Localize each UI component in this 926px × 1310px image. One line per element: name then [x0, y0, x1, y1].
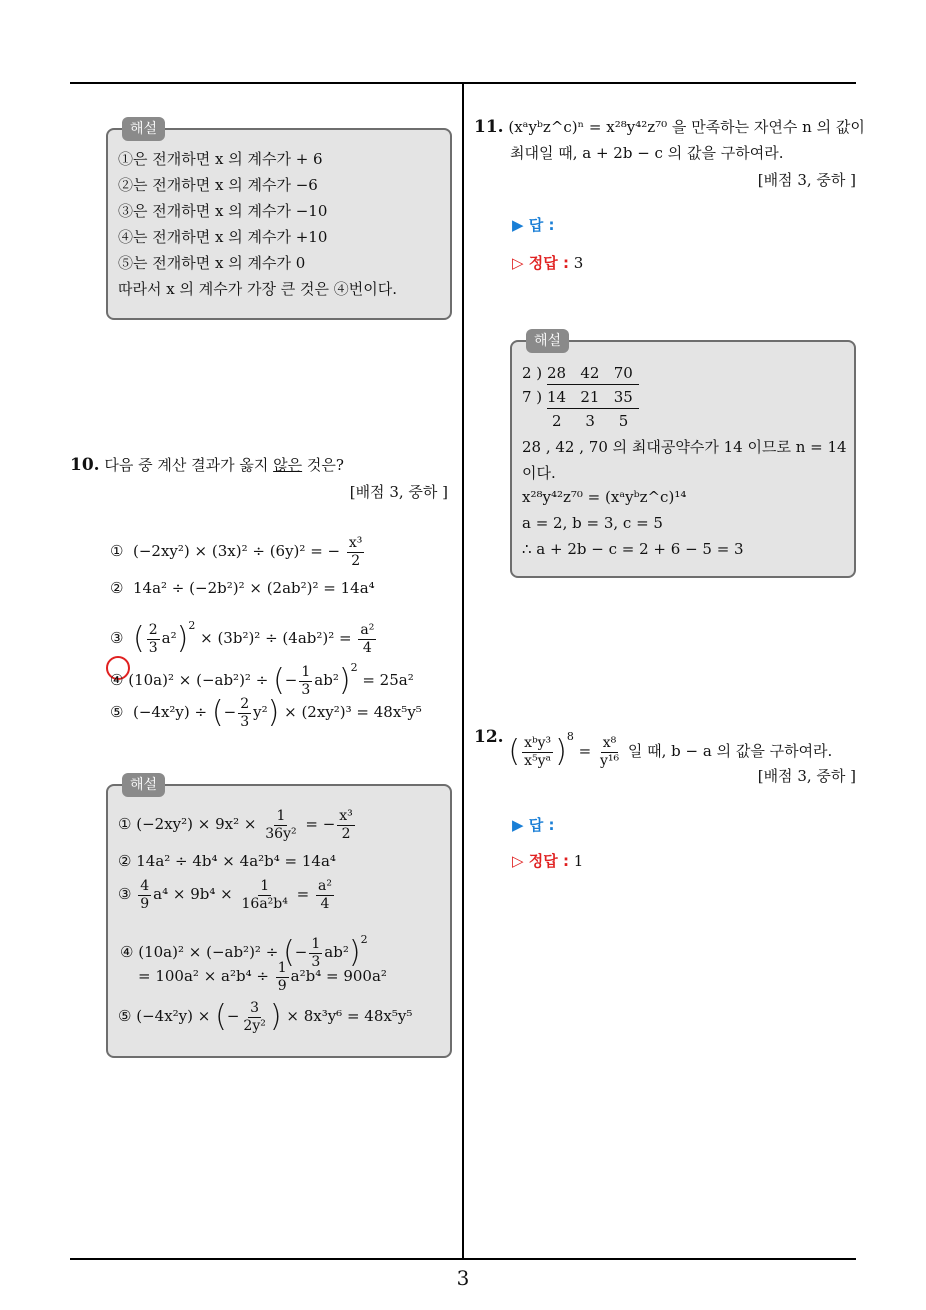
explanation-line: x²⁸y⁴²z⁷⁰ = (xᵃyᵇz^c)¹⁴ [522, 488, 687, 506]
explanation-line: 따라서 x 의 계수가 가장 큰 것은 ④번이다. [118, 280, 397, 298]
choice-1[interactable]: ① (−2xy²) × (3x)² ÷ (6y)² = − $\frac{\text{x³}}{2}$ [110, 534, 363, 569]
fraction: $\frac{2}{3}$ [240, 695, 250, 730]
explanation-line-4: ④ (10a)² × (−ab²)² ÷ (− $\frac{1}{3}$ ab²)$^2$ [120, 933, 368, 970]
choice-5[interactable]: ⑤ (−4x²y) ÷ (− $\frac{2}{3}$ y²) × (2xy²)³ = 48x⁵y⁵ [110, 695, 422, 730]
q11-points: [배점 3, 중하 ] [757, 171, 856, 189]
explanation-line: ③은 전개하면 x 의 계수가 −10 [118, 202, 328, 220]
q11-stem-line1: 11. (xᵃyᵇz^c)ⁿ = x²⁸y⁴²z⁷⁰ 을 만족하는 자연수 n 의 값이 [474, 117, 865, 137]
explanation-tag: 해설 [122, 773, 165, 797]
division-row-2: 7 ) 14 21 35 [522, 386, 639, 409]
q12-stem: 12. ( $\frac{\text{xᵇy³}}{\text{x⁵yᵃ}}$ )$^8$ = $\frac{\text{x⁸}}{\text{y¹⁶}}$ 일 때, b − a 의 값을 구하여라. [474, 727, 833, 769]
explanation-line-1: ① (−2xy²) × 9x² × $\frac{1}{\text{36y²}}$ = − $\frac{\text{x³}}{2}$ [118, 807, 353, 842]
fraction: $\frac{1}{3}$ [301, 663, 311, 698]
question-number: 11. [474, 117, 504, 137]
choice-3[interactable]: ③ ( $\frac{2}{3}$ a²)$^2$ × (3b²)² ÷ (4ab²)² = $\frac{\text{a²}}{4}$ [110, 619, 375, 656]
page-number: 3 [456, 1266, 470, 1290]
explanation-line-5: ⑤ (−4x²y) × (− $\frac{3}{\text{2y²}}$ ) × 8x³y⁶ = 48x⁵y⁵ [118, 999, 413, 1034]
explanation-line: ④는 전개하면 x 의 계수가 +10 [118, 228, 328, 246]
explanation-line: a = 2, b = 3, c = 5 [522, 514, 663, 532]
division-row-1: 2 ) 28 42 70 [522, 362, 639, 385]
fraction: $\frac{\text{x³}}{2}$ [348, 534, 363, 569]
explanation-line: ①은 전개하면 x 의 계수가 + 6 [118, 150, 323, 168]
q11-answer-field[interactable]: ▶ 답 : [512, 216, 555, 234]
division-row-3: 2 3 5 [552, 412, 629, 430]
explanation-line: 이다. [522, 464, 556, 482]
explanation-line: ②는 전개하면 x 의 계수가 −6 [118, 176, 318, 194]
emphasis-not: 않은 [273, 456, 303, 474]
bottom-rule [70, 1258, 856, 1260]
explanation-line: ⑤는 전개하면 x 의 계수가 0 [118, 254, 306, 272]
explanation-tag: 해설 [526, 329, 569, 353]
q11-explanation-box [510, 333, 856, 578]
explanation-line: 28 , 42 , 70 의 최대공약수가 14 이므로 n = 14 [522, 438, 847, 456]
fraction: $\frac{\text{xᵇy³}}{\text{x⁵yᵃ}}$ [524, 734, 552, 769]
q12-correct-answer: ▷ 정답 : 1 [512, 852, 584, 870]
q9-explanation-box [106, 121, 452, 320]
fraction: $\frac{\text{a²}}{4}$ [360, 621, 375, 656]
fraction: $\frac{2}{3}$ [148, 621, 158, 656]
explanation-line-2: ② 14a² ÷ 4b⁴ × 4a²b⁴ = 14a⁴ [118, 852, 336, 870]
q10-points: [배점 3, 중하 ] [349, 483, 448, 501]
q12-answer-field[interactable]: ▶ 답 : [512, 816, 555, 834]
explanation-line-3: ③ $\frac{4}{9}$ a⁴ × 9b⁴ × $\frac{1}{\text{16a²b⁴}}$ = $\frac{\text{a²}}{4}$ [118, 877, 332, 912]
q10-stem: 10. 다음 중 계산 결과가 옳지 않은 것은? [70, 455, 344, 475]
column-divider [462, 84, 464, 1258]
fraction: $\frac{\text{x⁸}}{\text{y¹⁶}}$ [599, 734, 620, 769]
q11-correct-answer: ▷ 정답 : 3 [512, 254, 584, 272]
explanation-line-4b: = 100a² × a²b⁴ ÷ $\frac{1}{9}$ a²b⁴ = 900a² [138, 959, 387, 994]
q10-explanation-box [106, 777, 452, 1058]
q12-points: [배점 3, 중하 ] [757, 767, 856, 785]
explanation-line: ∴ a + 2b − c = 2 + 6 − 5 = 3 [522, 540, 744, 558]
choice-2[interactable]: ② 14a² ÷ (−2b²)² × (2ab²)² = 14a⁴ [110, 579, 375, 597]
explanation-tag: 해설 [122, 117, 165, 141]
question-number: 10. [70, 455, 100, 475]
question-number: 12. [474, 727, 504, 747]
q11-stem-line2: 최대일 때, a + 2b − c 의 값을 구하여라. [510, 144, 784, 162]
choice-4[interactable]: ④ (10a)² × (−ab²)² ÷ (− $\frac{1}{3}$ ab²)$^2$ = 25a² [110, 661, 414, 698]
